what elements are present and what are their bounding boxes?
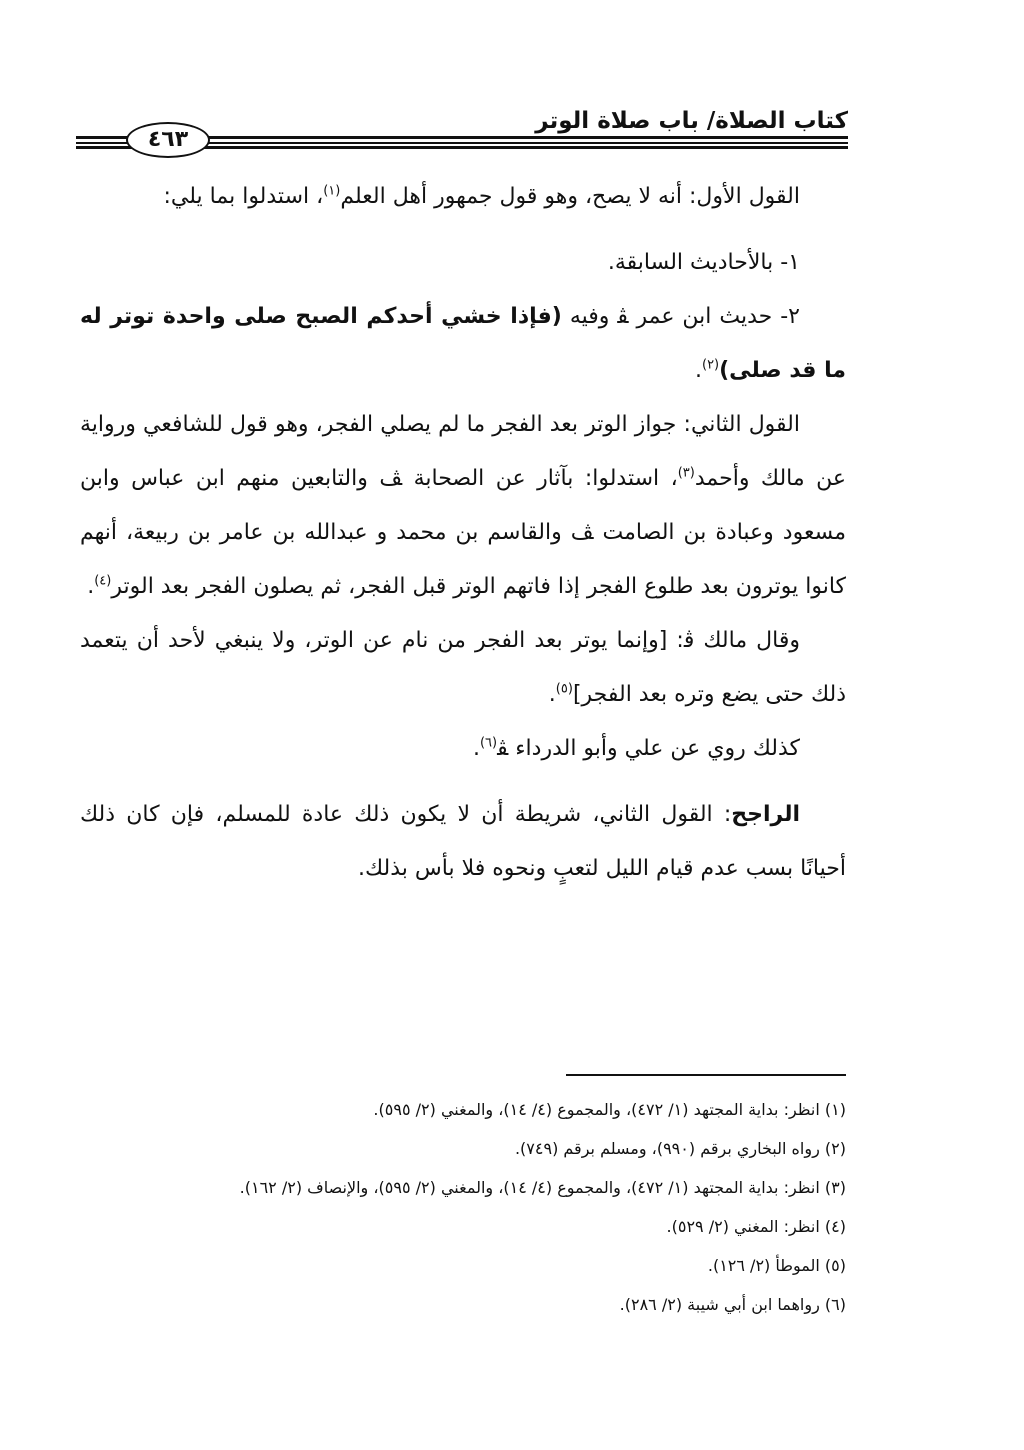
footnote-6: (٦) رواهما ابن أبي شيبة (٢/ ٢٨٦).: [619, 1295, 846, 1314]
paragraph-tail: .: [694, 358, 702, 383]
paragraph-text: كذلك روي عن علي وأبو الدرداء ﭭ: [497, 736, 800, 761]
paragraph-text: ، استدلوا: بآثار عن الصحابة ﭫ والتابعين منهم ابن عباس وابن مسعود وعبادة بن الصامت ﭫ والقاسم بن محمد و عبدالله بن عامر بن ربيعة، أنهم كانوا يوترون بعد طلوع الفجر إذا فاتهم الوتر قبل الفجر، ثم يصلون الفجر بعد الوتر: [80, 466, 846, 599]
paragraph-ali-abu-darda: [80, 722, 846, 776]
footnote-2: (٢) رواه البخاري برقم (٩٩٠)، ومسلم برقم (٧٤٩).: [514, 1139, 846, 1158]
footnote-3: (٣) انظر: بداية المجتهد (١/ ٤٧٢)، والمجموع (٤/ ١٤)، والمغني (٢/ ٥٩٥)، والإنصاف (٢/ ١٦٢).: [239, 1178, 846, 1197]
footnotes: [80, 1090, 846, 1324]
footnote-ref: (٢): [701, 357, 720, 373]
footnote-5: (٥) الموطأ (٢/ ١٢٦).: [707, 1256, 846, 1275]
footnote-ref: (٤): [94, 573, 112, 589]
paragraph-second-opinion: [80, 398, 846, 614]
paragraph-text: القول الثاني: جواز الوتر بعد الفجر ما لم يصلي الفجر، وهو قول للشافعي ورواية عن مالك وأحمد: [80, 412, 846, 491]
evidence-item-2: [80, 290, 846, 398]
footnote-ref: (٦): [479, 735, 498, 751]
footnote-4: (٤) انظر: المغني (٢/ ٥٢٩).: [666, 1217, 846, 1236]
paragraph-first-opinion: [80, 170, 846, 224]
paragraph-tail: .: [548, 682, 556, 707]
footnote-ref: (١): [323, 183, 341, 199]
paragraph-text: ٢- حديث ابن عمر ﭭ وفيه: [561, 304, 800, 329]
footnote-1: (١) انظر: بداية المجتهد (١/ ٤٧٢)، والمجموع (٤/ ١٤)، والمغني (٢/ ٥٩٥).: [373, 1100, 846, 1119]
footnote-ref: (٣): [677, 465, 695, 481]
footnote-ref: (٥): [555, 681, 573, 697]
paragraph-preferred-opinion: [80, 788, 846, 896]
footnote-separator: [566, 1074, 846, 1076]
paragraph-text: : القول الثاني، شريطة أن لا يكون ذلك عادة للمسلم، فإن كان ذلك أحيانًا بسب عدم قيام الليل لتعبٍ ونحوه فلا بأس بذلك.: [80, 802, 846, 881]
paragraph-tail: .: [87, 574, 95, 599]
preferred-label: الراجح: [731, 802, 800, 827]
page-number: ٤٦٣: [126, 122, 210, 158]
paragraph-text: القول الأول: أنه لا يصح، وهو قول جمهور أهل العلم: [340, 184, 800, 209]
paragraph-tail: ، استدلوا بما يلي:: [163, 184, 324, 209]
main-text: [80, 170, 846, 896]
paragraph-tail: .: [472, 736, 480, 761]
running-header-title: كتاب الصلاة/ باب صلاة الوتر: [535, 108, 848, 134]
hadith-quote: (فإذا خشي أحدكم الصبح صلى واحدة توتر له ما قد صلى): [80, 304, 846, 383]
paragraph-text: وقال مالك ﭬ: [وإنما يوتر بعد الفجر من نام عن الوتر، ولا ينبغي لأحد أن يتعمد ذلك حتى يضع وتره بعد الفجر]: [80, 628, 846, 707]
paragraph-malik-quote: [80, 614, 846, 722]
evidence-item-1: ١- بالأحاديث السابقة.: [607, 250, 800, 275]
